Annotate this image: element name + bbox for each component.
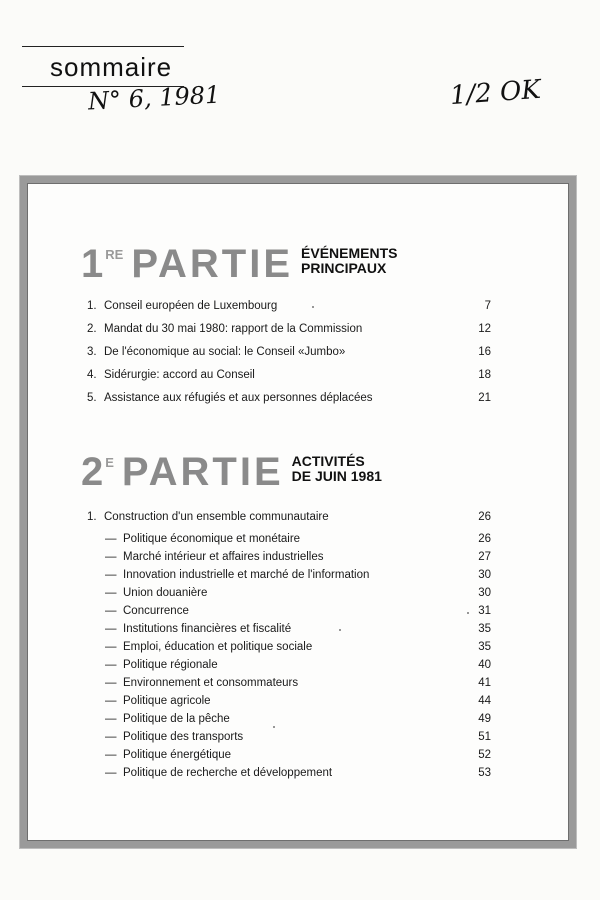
part2-item (27, 677, 569, 695)
item-page: 51 (478, 731, 491, 743)
item-dash: — (105, 623, 117, 635)
item-page: 30 (478, 569, 491, 581)
part1-item (27, 392, 569, 410)
contents-frame (20, 176, 576, 848)
part2-item (27, 713, 569, 731)
part2-item (27, 659, 569, 677)
item-title: Institutions financières et fiscalité (123, 623, 292, 635)
item-dash: — (105, 749, 117, 761)
item-page: 44 (478, 695, 491, 707)
item-title: Concurrence (123, 605, 189, 617)
part1-item (27, 369, 569, 387)
scan-speck (467, 612, 469, 614)
item-page: 35 (478, 641, 491, 653)
part2-subtitle (292, 454, 382, 484)
item-page: 35 (478, 623, 491, 635)
part2-item (27, 533, 569, 551)
page-title: sommaire (50, 52, 173, 82)
part1-subtitle (301, 246, 397, 276)
item-title: Environnement et consommateurs (123, 677, 299, 689)
item-dash: — (105, 767, 117, 779)
part2-heading (81, 452, 382, 492)
item-title: Politique énergétique (123, 749, 232, 761)
part1-number: 1 (81, 242, 104, 286)
handwritten-mark: 1/2 OK (449, 74, 542, 112)
item-dash: — (105, 551, 117, 563)
part2-item (27, 551, 569, 569)
item-title: Union douanière (123, 587, 208, 599)
item-page: 26 (478, 533, 491, 545)
part1-subtitle-line2: PRINCIPAUX (301, 260, 387, 276)
part2-item (27, 605, 569, 623)
item-page: 7 (484, 300, 491, 312)
section-page: 26 (478, 511, 491, 523)
item-number: 4. (87, 369, 97, 381)
scan-speck (339, 629, 341, 631)
item-page: 21 (478, 392, 491, 404)
part1-superscript: RE (105, 247, 124, 262)
part1-subtitle-line1: ÉVÉNEMENTS (301, 245, 398, 261)
item-title: Emploi, éducation et politique sociale (123, 641, 313, 653)
item-page: 49 (478, 713, 491, 725)
item-title: Politique de la pêche (123, 713, 230, 725)
part2-item (27, 641, 569, 659)
item-dash: — (105, 713, 117, 725)
part1-word: PARTIE (131, 242, 294, 286)
item-title: Politique régionale (123, 659, 218, 671)
part2-number: 2 (81, 450, 104, 494)
item-page: 40 (478, 659, 491, 671)
item-page: 31 (478, 605, 491, 617)
item-page: 12 (478, 323, 491, 335)
part2-item (27, 749, 569, 767)
part2-item (27, 587, 569, 605)
item-dash: — (105, 533, 117, 545)
item-dash: — (105, 731, 117, 743)
part2-word: PARTIE (121, 450, 284, 494)
item-number: 3. (87, 346, 97, 358)
part1-item (27, 346, 569, 364)
item-number: 2. (87, 323, 97, 335)
item-title: Sidérurgie: accord au Conseil (104, 369, 255, 381)
item-number: 1. (87, 300, 97, 312)
part2-item (27, 731, 569, 749)
part2-item (27, 767, 569, 785)
item-title: Assistance aux réfugiés et aux personnes déplacées (104, 392, 373, 404)
part2-item (27, 569, 569, 587)
item-title: Politique des transports (123, 731, 244, 743)
item-dash: — (105, 569, 117, 581)
item-title: Politique économique et monétaire (123, 533, 301, 545)
item-dash: — (105, 587, 117, 599)
part1-heading (81, 244, 398, 284)
item-title: Marché intérieur et affaires industrielles (123, 551, 324, 563)
part2-item (27, 623, 569, 641)
part1-item (27, 300, 569, 318)
item-page: 53 (478, 767, 491, 779)
section-title: Construction d'un ensemble communautaire (104, 511, 329, 523)
item-page: 27 (478, 551, 491, 563)
part2-superscript: E (105, 455, 114, 470)
scan-speck (273, 726, 275, 728)
item-page: 30 (478, 587, 491, 599)
item-dash: — (105, 641, 117, 653)
section-number: 1. (87, 511, 97, 523)
item-page: 52 (478, 749, 491, 761)
part2-subtitle-line2: DE JUIN 1981 (291, 468, 382, 484)
item-title: De l'économique au social: le Conseil «Jumbo» (104, 346, 346, 358)
item-dash: — (105, 677, 117, 689)
item-page: 41 (478, 677, 491, 689)
item-title: Mandat du 30 mai 1980: rapport de la Commission (104, 323, 363, 335)
item-number: 5. (87, 392, 97, 404)
handwritten-issue-number: N° 6, 1981 (87, 80, 221, 116)
item-page: 16 (478, 346, 491, 358)
part2-subtitle-line1: ACTIVITÉS (291, 453, 365, 469)
part2-section (27, 511, 569, 529)
item-page: 18 (478, 369, 491, 381)
item-dash: — (105, 605, 117, 617)
scan-speck (312, 306, 314, 308)
item-title: Conseil européen de Luxembourg (104, 300, 278, 312)
part1-item (27, 323, 569, 341)
item-title: Politique de recherche et développement (123, 767, 333, 779)
title-top-rule (22, 46, 184, 47)
item-title: Politique agricole (123, 695, 211, 707)
item-dash: — (105, 695, 117, 707)
item-title: Innovation industrielle et marché de l'information (123, 569, 370, 581)
part2-item (27, 695, 569, 713)
item-dash: — (105, 659, 117, 671)
